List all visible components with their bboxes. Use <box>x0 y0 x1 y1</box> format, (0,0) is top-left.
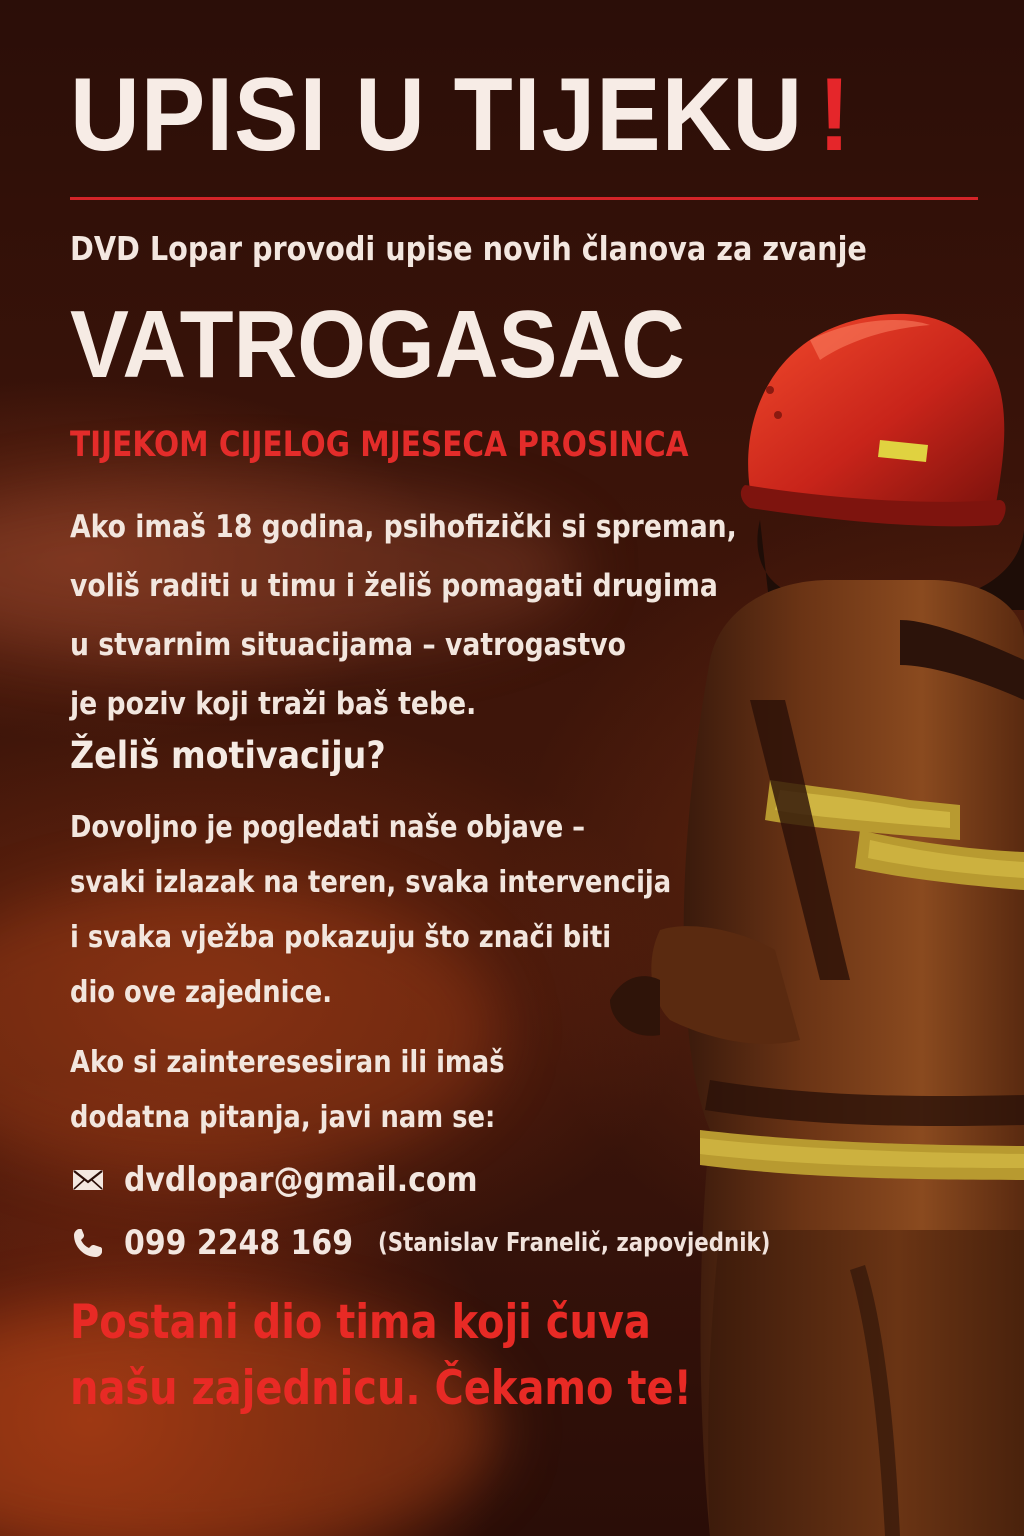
phone-contact-person: (Stanislav Franelič, zapovjednik) <box>378 1228 771 1258</box>
motivation-heading: Želiš motivaciju? <box>70 734 386 777</box>
divider-line <box>70 197 978 200</box>
paragraph-line: dio ove zajednice. <box>70 975 333 1010</box>
paragraph-line: Ako si zainteresesiran ili imaš <box>70 1045 505 1080</box>
email-contact[interactable] <box>70 1155 526 1205</box>
envelope-icon <box>70 1162 106 1198</box>
paragraph-line: i svaka vježba pokazuju što znači biti <box>70 920 612 955</box>
role-title: VATROGASAC <box>70 291 685 398</box>
period-subtitle: TIJEKOM CIJELOG MJESECA PROSINCA <box>70 425 689 465</box>
headline-exclamation: ! <box>818 57 852 173</box>
phone-icon <box>70 1225 106 1261</box>
requirements-paragraph <box>70 498 737 734</box>
motivation-paragraph <box>70 800 671 1020</box>
paragraph-line: Ako imaš 18 godina, psihofizički si spreman, <box>70 509 737 545</box>
paragraph-line: u stvarnim situacijama – vatrogastvo <box>70 627 626 663</box>
paragraph-line: dodatna pitanja, javi nam se: <box>70 1100 496 1135</box>
call-to-action <box>70 1290 692 1422</box>
phone-contact[interactable] <box>70 1218 857 1268</box>
headline-text: UPISI U TIJEKU <box>70 57 804 173</box>
paragraph-line: voliš raditi u timu i želiš pomagati drugima <box>70 568 718 604</box>
cta-line: našu zajednicu. Čekamo te! <box>70 1361 692 1416</box>
paragraph-line: je poziv koji traži baš tebe. <box>70 686 477 722</box>
intro-text: DVD Lopar provodi upise novih članova za zvanje <box>70 229 867 268</box>
headline <box>70 40 851 190</box>
email-address[interactable]: dvdlopar@gmail.com <box>124 1160 478 1200</box>
phone-number[interactable]: 099 2248 169 <box>124 1223 354 1263</box>
paragraph-line: svaki izlazak na teren, svaka intervencija <box>70 865 672 900</box>
paragraph-line: Dovoljno je pogledati naše objave – <box>70 810 586 845</box>
contact-intro-paragraph <box>70 1035 505 1145</box>
cta-line: Postani dio tima koji čuva <box>70 1295 651 1350</box>
